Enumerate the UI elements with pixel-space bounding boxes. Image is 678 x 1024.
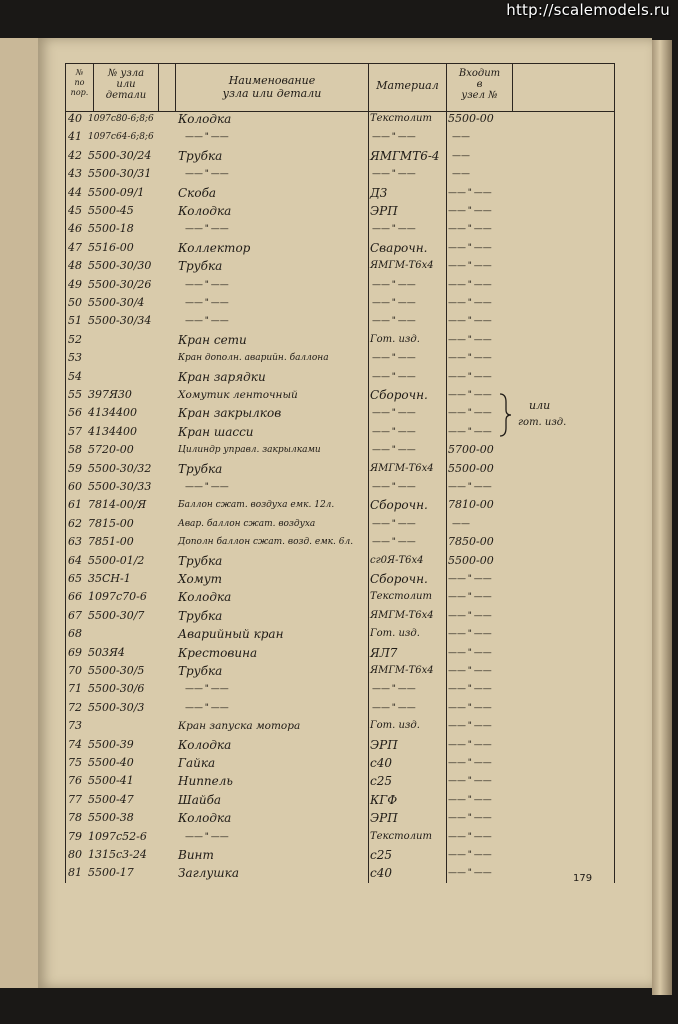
part-name: Колодка bbox=[178, 590, 232, 605]
row-number: 61 bbox=[68, 498, 82, 512]
column-divider bbox=[368, 63, 369, 883]
name-ditto-mark: —— " —— bbox=[185, 132, 229, 143]
material: Сборочн. bbox=[370, 572, 428, 586]
name-ditto-mark: —— " —— bbox=[185, 224, 229, 235]
row-number: 51 bbox=[68, 314, 82, 328]
part-name: Хомутик ленточный bbox=[178, 389, 298, 401]
part-name: Хомут bbox=[178, 572, 223, 586]
part-name: Заглушка bbox=[178, 866, 239, 881]
material: ЭРП bbox=[370, 811, 398, 826]
row-number: 64 bbox=[68, 553, 82, 567]
unit-ditto-mark: —— " —— bbox=[448, 261, 492, 272]
material: Текстолит bbox=[370, 113, 432, 124]
part-code: 7851-00 bbox=[88, 535, 134, 549]
part-code: 4134400 bbox=[88, 424, 137, 438]
header-unit: Входит в узел № bbox=[458, 68, 501, 101]
material: ЯМГМ-Т6х4 bbox=[370, 462, 434, 474]
material: с40 bbox=[370, 756, 392, 770]
part-code: 503Я4 bbox=[88, 645, 125, 659]
row-number: 68 bbox=[68, 627, 82, 641]
row-number: 43 bbox=[68, 167, 82, 181]
unit-ditto-mark: —— " —— bbox=[448, 850, 492, 860]
material: ЯМГМ-Т6х4 bbox=[370, 609, 434, 621]
part-code: 5500-30/6 bbox=[88, 682, 145, 696]
row-number: 71 bbox=[68, 682, 82, 696]
unit-ditto-mark: —— " —— bbox=[448, 242, 492, 253]
header-name: Наименование узла или детали bbox=[222, 74, 322, 100]
row-number: 72 bbox=[68, 700, 82, 714]
row-number: 74 bbox=[68, 737, 82, 751]
part-code: 1315с3-24 bbox=[88, 848, 147, 861]
material-ditto-mark: —— " —— bbox=[372, 408, 416, 419]
row-number: 60 bbox=[68, 480, 82, 493]
row-number: 59 bbox=[68, 461, 82, 475]
part-code: 4134400 bbox=[88, 406, 137, 420]
unit-dash-mark: —— bbox=[452, 132, 470, 143]
unit-ditto-mark: —— " —— bbox=[448, 629, 492, 640]
parent-unit: 7810-00 bbox=[448, 498, 494, 512]
material: Д3 bbox=[370, 185, 388, 200]
part-code: 7815-00 bbox=[88, 516, 134, 530]
name-ditto-mark: —— " —— bbox=[185, 831, 229, 842]
row-number: 67 bbox=[68, 608, 82, 622]
part-name: Цилиндр управл. закрылками bbox=[178, 445, 321, 456]
part-name: Трубка bbox=[178, 608, 223, 623]
page-stack-edge bbox=[652, 40, 672, 995]
part-name: Шайба bbox=[178, 792, 222, 807]
row-number: 79 bbox=[68, 829, 82, 843]
row-number: 69 bbox=[68, 645, 82, 659]
unit-ditto-mark: —— " —— bbox=[448, 684, 492, 695]
unit-ditto-mark: —— " —— bbox=[448, 739, 492, 750]
part-code: 7814-00/Я bbox=[88, 498, 147, 512]
brace-note-1: или bbox=[529, 399, 551, 412]
part-code: 5500-39 bbox=[88, 737, 134, 751]
parent-unit: 5500-00 bbox=[448, 553, 494, 567]
part-name: Колодка bbox=[178, 811, 232, 826]
unit-ditto-mark: —— " —— bbox=[448, 831, 492, 842]
part-name: Трубка bbox=[178, 664, 223, 678]
part-name: Кран запуска мотора bbox=[178, 720, 301, 733]
part-name: Дополн баллон сжат. возд. емк. 6л. bbox=[178, 537, 354, 548]
row-number: 42 bbox=[68, 148, 82, 162]
part-name: Скоба bbox=[178, 185, 217, 200]
part-name: Трубка bbox=[178, 553, 223, 568]
part-code: 5500-30/24 bbox=[88, 148, 152, 162]
unit-ditto-mark: —— " —— bbox=[448, 187, 492, 198]
part-name: Гайка bbox=[178, 756, 216, 770]
row-number: 56 bbox=[68, 406, 82, 420]
part-name: Колодка bbox=[178, 204, 232, 218]
unit-ditto-mark: —— " —— bbox=[448, 408, 492, 419]
row-number: 44 bbox=[68, 185, 82, 199]
part-code: 5500-45 bbox=[88, 204, 134, 217]
row-number: 77 bbox=[68, 792, 82, 806]
row-number: 73 bbox=[68, 719, 82, 733]
part-code: 5500-30/3 bbox=[88, 700, 145, 714]
watermark: http://scalemodels.ru bbox=[506, 1, 670, 19]
material-ditto-mark: —— " —— bbox=[372, 518, 416, 529]
row-number: 63 bbox=[68, 535, 82, 549]
column-divider bbox=[512, 63, 513, 112]
unit-ditto-mark: —— " —— bbox=[448, 224, 492, 235]
material-ditto-mark: —— " —— bbox=[372, 537, 416, 548]
row-number: 66 bbox=[68, 590, 82, 604]
unit-ditto-mark: —— " —— bbox=[448, 574, 492, 584]
row-number: 81 bbox=[68, 866, 82, 880]
row-number: 53 bbox=[68, 351, 82, 365]
brace-note-2: гот. изд. bbox=[518, 417, 567, 428]
parent-unit: 5500-00 bbox=[448, 112, 494, 125]
material: ЯЛ7 bbox=[370, 645, 398, 660]
parent-unit: 5500-00 bbox=[448, 461, 494, 475]
part-name: Крестовина bbox=[178, 645, 258, 660]
header-divider bbox=[158, 63, 159, 112]
part-name: Трубка bbox=[178, 461, 223, 476]
part-code: 1097с64-6;8;6 bbox=[88, 132, 154, 143]
unit-ditto-mark: —— " —— bbox=[448, 592, 492, 603]
unit-ditto-mark: —— " —— bbox=[448, 279, 492, 290]
header-num: № по пор. bbox=[70, 68, 89, 97]
row-number: 78 bbox=[68, 811, 82, 825]
unit-ditto-mark: —— " —— bbox=[448, 868, 492, 879]
parent-unit: 7850-00 bbox=[448, 535, 494, 549]
part-code: 5500-38 bbox=[88, 811, 134, 825]
part-name: Баллон сжат. воздуха емк. 12л. bbox=[178, 500, 335, 511]
part-name: Кран зарядки bbox=[178, 369, 266, 384]
part-name: Ниппель bbox=[178, 774, 233, 789]
material-ditto-mark: —— " —— bbox=[372, 224, 416, 235]
part-code: 5500-41 bbox=[88, 774, 134, 788]
material-ditto-mark: —— " —— bbox=[372, 702, 416, 713]
row-number: 62 bbox=[68, 516, 82, 530]
material-ditto-mark: —— " —— bbox=[372, 684, 416, 695]
row-number: 40 bbox=[68, 112, 82, 125]
unit-ditto-mark: —— " —— bbox=[448, 794, 492, 805]
part-code: 5500-30/31 bbox=[88, 167, 152, 181]
part-code: 5516-00 bbox=[88, 240, 134, 254]
row-number: 57 bbox=[68, 424, 82, 438]
material: Гот. изд. bbox=[370, 333, 420, 345]
material-ditto-mark: —— " —— bbox=[372, 371, 416, 382]
material-ditto-mark: —— " —— bbox=[372, 426, 416, 437]
unit-dash-mark: —— bbox=[452, 150, 470, 161]
part-code: 397Я30 bbox=[88, 388, 132, 401]
material: КГФ bbox=[370, 792, 398, 807]
part-name: Авар. баллон сжат. воздуха bbox=[178, 518, 316, 529]
parent-unit: 5700-00 bbox=[448, 443, 494, 457]
row-number: 41 bbox=[68, 130, 82, 144]
material-ditto-mark: —— " —— bbox=[372, 316, 416, 327]
part-code: 5720-00 bbox=[88, 443, 134, 457]
unit-dash-mark: —— bbox=[452, 169, 470, 180]
part-name: Коллектор bbox=[178, 240, 251, 255]
part-name: Кран закрылков bbox=[178, 406, 282, 421]
unit-ditto-mark: —— " —— bbox=[448, 334, 492, 345]
row-number: 54 bbox=[68, 369, 82, 383]
unit-ditto-mark: —— " —— bbox=[448, 298, 492, 308]
material-ditto-mark: —— " —— bbox=[372, 298, 416, 308]
part-name: Трубка bbox=[178, 259, 223, 274]
part-code: 5500-47 bbox=[88, 792, 134, 806]
part-code: 1097с80-6;8;6 bbox=[88, 114, 154, 124]
part-code: 5500-09/1 bbox=[88, 185, 145, 199]
row-number: 65 bbox=[68, 572, 82, 585]
material: ЭРП bbox=[370, 737, 398, 752]
material-ditto-mark: —— " —— bbox=[372, 353, 416, 364]
row-number: 70 bbox=[68, 664, 82, 677]
material: ЯМГМ-Т6х4 bbox=[370, 260, 434, 272]
row-number: 47 bbox=[68, 240, 82, 254]
material-ditto-mark: —— " —— bbox=[372, 132, 416, 143]
material-ditto-mark: —— " —— bbox=[372, 445, 416, 456]
part-code: 5500-30/4 bbox=[88, 296, 145, 309]
row-number: 49 bbox=[68, 277, 82, 291]
material-ditto-mark: —— " —— bbox=[372, 169, 416, 180]
material-ditto-mark: —— " —— bbox=[372, 482, 416, 492]
unit-ditto-mark: —— " —— bbox=[448, 390, 492, 400]
part-name: Кран дополн. аварийн. баллона bbox=[178, 353, 329, 364]
part-name: Колодка bbox=[178, 112, 232, 126]
row-number: 80 bbox=[68, 848, 82, 861]
row-number: 76 bbox=[68, 774, 82, 788]
row-number: 46 bbox=[68, 222, 82, 236]
material: Гот. изд. bbox=[370, 720, 420, 732]
row-number: 55 bbox=[68, 388, 82, 401]
part-code: 5500-30/32 bbox=[88, 461, 152, 475]
material: Гот. изд. bbox=[370, 628, 420, 640]
part-code: 35СН-1 bbox=[88, 572, 131, 585]
unit-ditto-mark: —— " —— bbox=[448, 776, 492, 787]
material: Сборочн. bbox=[370, 388, 428, 402]
part-code: 5500-30/30 bbox=[88, 259, 152, 273]
part-code: 1097с52-6 bbox=[88, 829, 147, 843]
material: с25 bbox=[370, 848, 392, 862]
material: Сварочн. bbox=[370, 240, 428, 255]
part-code: 5500-40 bbox=[88, 756, 134, 769]
material: Сборочн. bbox=[370, 498, 428, 513]
part-code: 5500-01/2 bbox=[88, 553, 145, 567]
name-ditto-mark: —— " —— bbox=[185, 169, 229, 180]
material-ditto-mark: —— " —— bbox=[372, 279, 416, 290]
name-ditto-mark: —— " —— bbox=[185, 684, 229, 695]
material: с40 bbox=[370, 866, 392, 881]
header-code: № узла или детали bbox=[105, 68, 147, 101]
facing-page-edge bbox=[0, 38, 40, 988]
part-name: Кран шасси bbox=[178, 424, 254, 439]
part-code: 5500-30/7 bbox=[88, 608, 145, 622]
unit-ditto-mark: —— " —— bbox=[448, 702, 492, 713]
unit-ditto-mark: —— " —— bbox=[448, 426, 492, 437]
row-number: 75 bbox=[68, 756, 82, 769]
page-number: 179 bbox=[573, 873, 593, 884]
name-ditto-mark: —— " —— bbox=[185, 702, 229, 713]
unit-ditto-mark: —— " —— bbox=[448, 610, 492, 621]
unit-dash-mark: —— bbox=[452, 518, 470, 529]
part-name: Трубка bbox=[178, 148, 223, 163]
unit-ditto-mark: —— " —— bbox=[448, 206, 492, 216]
name-ditto-mark: —— " —— bbox=[185, 298, 229, 308]
material: ЯМГМ-Т6х4 bbox=[370, 665, 434, 676]
part-code: 5500-30/34 bbox=[88, 314, 152, 328]
name-ditto-mark: —— " —— bbox=[185, 316, 229, 327]
unit-ditto-mark: —— " —— bbox=[448, 482, 492, 492]
unit-ditto-mark: —— " —— bbox=[448, 758, 492, 768]
column-divider bbox=[446, 63, 447, 883]
part-name: Кран сети bbox=[178, 332, 247, 347]
part-code: 1097с70-6 bbox=[88, 590, 147, 604]
material: ЭРП bbox=[370, 204, 398, 218]
row-number: 50 bbox=[68, 296, 82, 309]
part-code: 5500-17 bbox=[88, 866, 134, 880]
material: сг0Я-Т6х4 bbox=[370, 554, 424, 566]
unit-ditto-mark: —— " —— bbox=[448, 721, 492, 732]
material: ЯМГМТ6-4 bbox=[370, 148, 440, 163]
part-code: 5500-30/33 bbox=[88, 480, 152, 493]
part-code: 5500-30/26 bbox=[88, 277, 152, 291]
unit-ditto-mark: —— " —— bbox=[448, 647, 492, 658]
header-material: Материал bbox=[376, 79, 439, 92]
part-name: Аварийный кран bbox=[178, 627, 284, 642]
row-number: 45 bbox=[68, 204, 82, 217]
unit-ditto-mark: —— " —— bbox=[448, 353, 492, 364]
part-code: 5500-18 bbox=[88, 222, 134, 236]
material: Текстолит bbox=[370, 591, 432, 603]
unit-ditto-mark: —— " —— bbox=[448, 316, 492, 327]
row-number: 52 bbox=[68, 332, 82, 346]
material: Текстолит bbox=[370, 830, 432, 842]
part-code: 5500-30/5 bbox=[88, 664, 145, 677]
name-ditto-mark: —— " —— bbox=[185, 482, 229, 492]
unit-ditto-mark: —— " —— bbox=[448, 371, 492, 382]
material: с25 bbox=[370, 774, 392, 789]
part-name: Колодка bbox=[178, 737, 232, 752]
row-number: 48 bbox=[68, 259, 82, 273]
part-name: Винт bbox=[178, 848, 214, 862]
unit-ditto-mark: —— " —— bbox=[448, 813, 492, 824]
brace-mark bbox=[498, 392, 514, 438]
name-ditto-mark: —— " —— bbox=[185, 279, 229, 290]
row-number: 58 bbox=[68, 443, 82, 457]
unit-ditto-mark: —— " —— bbox=[448, 666, 492, 676]
